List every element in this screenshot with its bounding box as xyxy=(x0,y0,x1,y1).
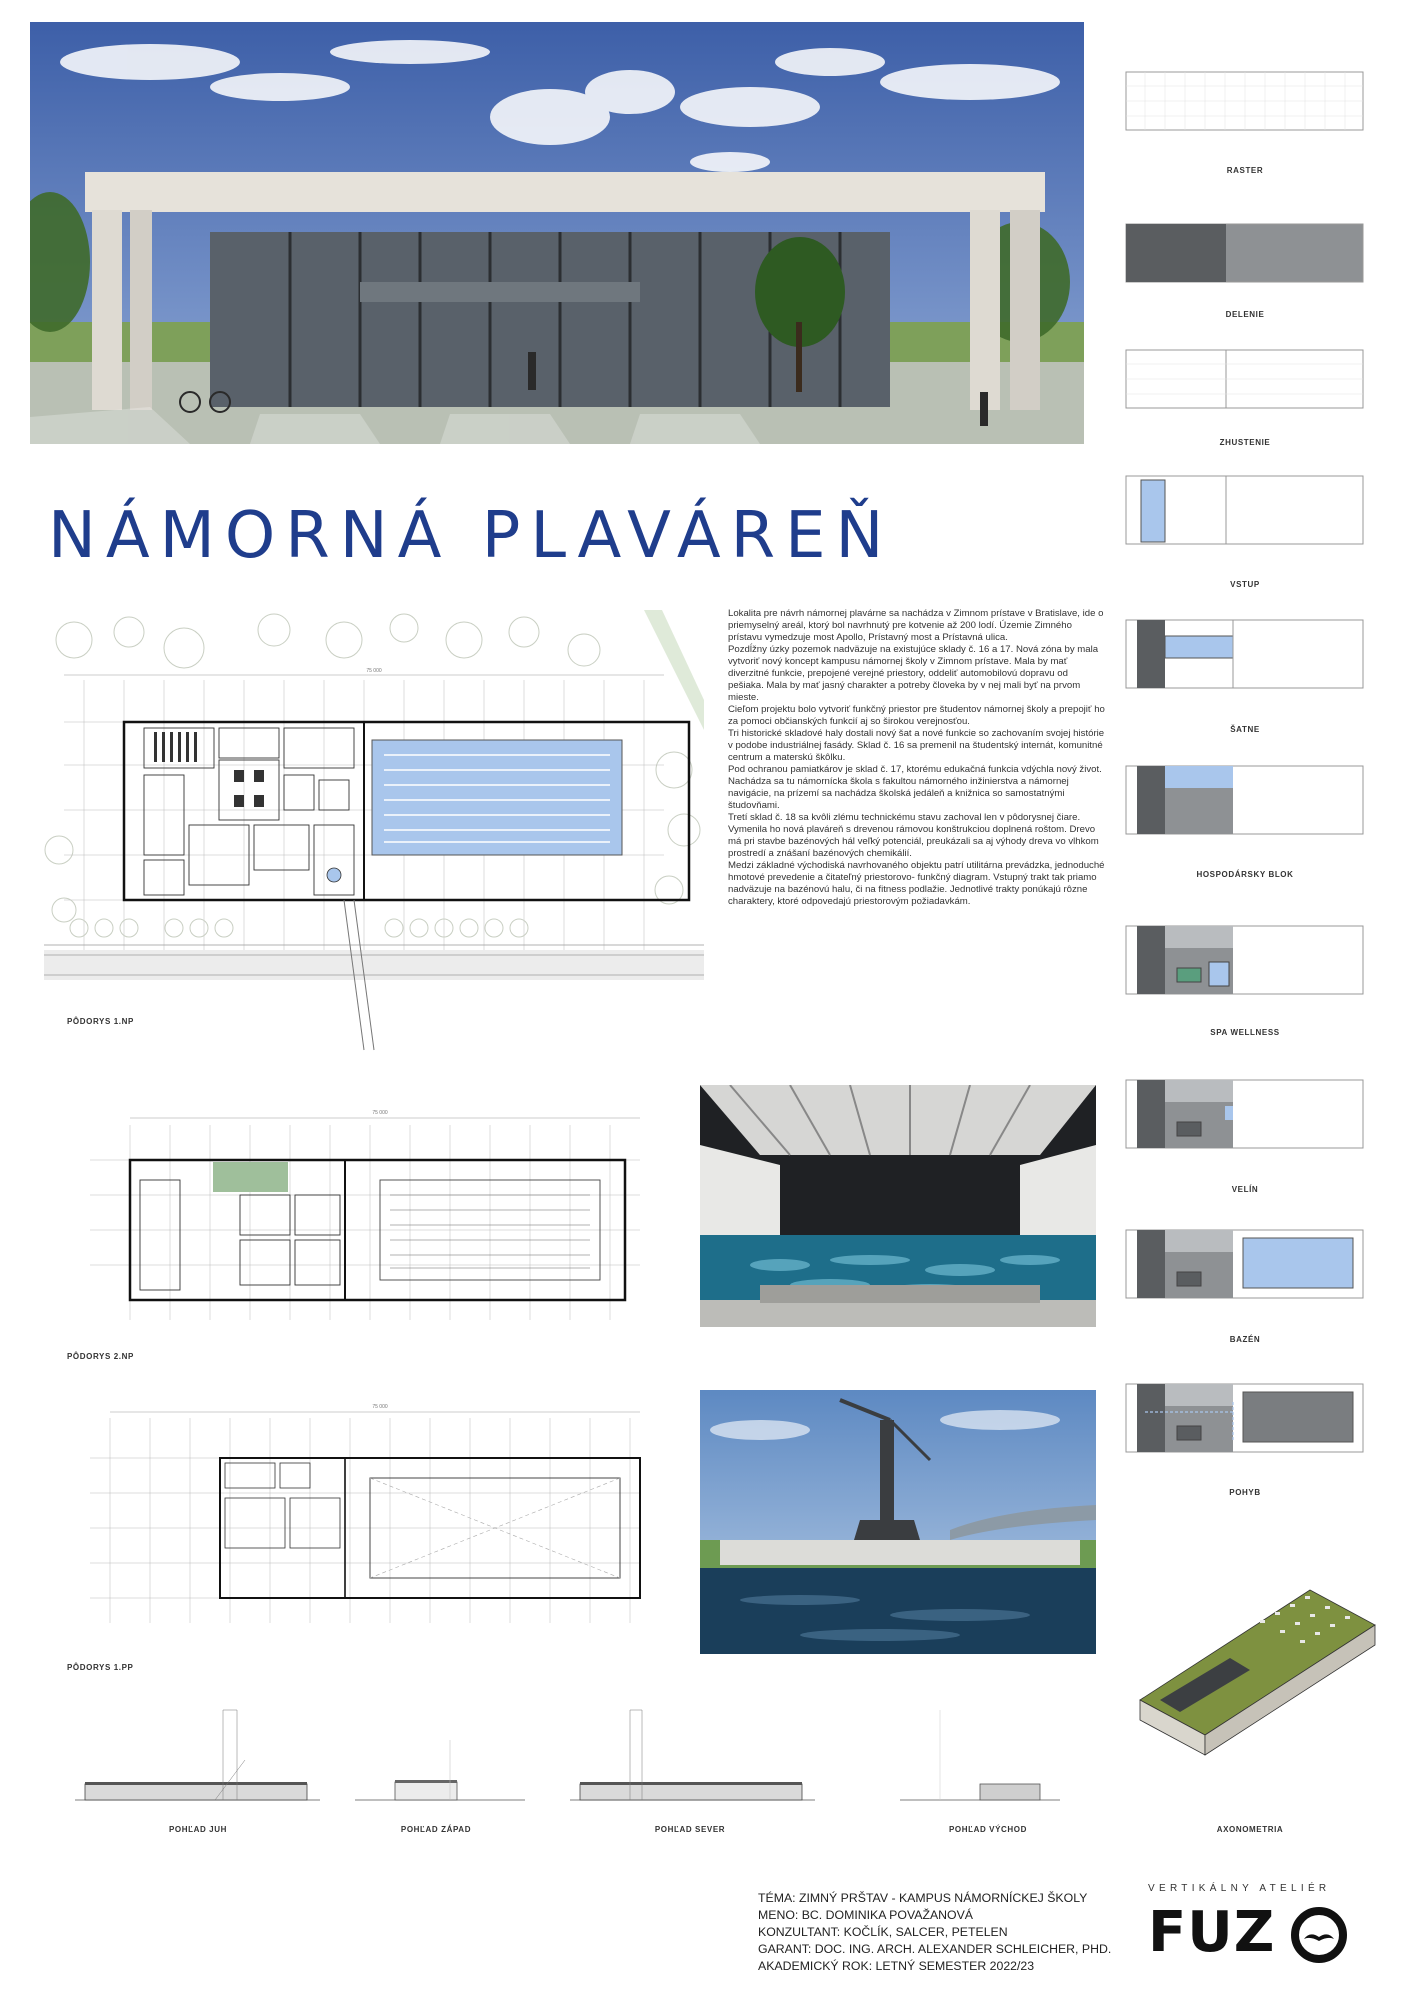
credit-konzultant: KONZULTANT: KOČLÍK, SALCER, PETELEN xyxy=(758,1925,1008,1939)
diagram-raster-label: RASTER xyxy=(1226,166,1264,175)
diagram-zhustenie-label: ZHUSTENIE xyxy=(1219,438,1271,447)
elevation-zapad-label: POHĽAD ZÁPAD xyxy=(400,1825,472,1834)
diagram-zhustenie xyxy=(1125,348,1365,412)
credits-block xyxy=(758,1890,1138,1975)
elevation-sever xyxy=(570,1700,815,1810)
credit-garant: GARANT: DOC. ING. ARCH. ALEXANDER SCHLEICHER, PHD. xyxy=(758,1942,1112,1956)
diagram-hospodarsky-blok xyxy=(1125,764,1365,838)
credit-tema: TÉMA: ZIMNÝ PRŠTAV - KAMPUS NÁMORNÍCKEJ ŠKOLY xyxy=(758,1891,1088,1905)
diagram-velin xyxy=(1125,1078,1365,1152)
brand-tagline: VERTIKÁLNY ATELIÉR xyxy=(1148,1883,1331,1894)
diagram-spa-wellness-label: SPA WELLNESS xyxy=(1210,1028,1280,1037)
credit-rok: AKADEMICKÝ ROK: LETNÝ SEMESTER 2022/23 xyxy=(758,1959,1035,1973)
elevation-sever-label: POHĽAD SEVER xyxy=(654,1825,726,1834)
project-description xyxy=(728,608,1106,908)
hero-rendering xyxy=(30,22,1084,444)
elevation-juh-label: POHĽAD JUH xyxy=(168,1825,227,1834)
description-paragraph: Pozdĺžny úzky pozemok nadväzuje na existujúce sklady č. 16 a 17. Nová zóna by mala vytvoriť nový koncept kampusu námornej školy v Zimnom prístave. Mala by mať diverzitné funkcie, prepojené verejné priestory, oddeliť automobilovú dopravu od pešiaka. Mala by mať jasný charakter a potreby človeka by v nej mali byť na prvom mieste. xyxy=(728,644,1099,703)
diagram-velin-label: VELÍN xyxy=(1231,1185,1259,1194)
plan-1pp-caption: PÔDORYS 1.PP xyxy=(67,1663,134,1672)
description-paragraph: Medzi základné východiská navrhovaného objektu patrí utilitárna prevádzka, jednoduché hmotové prevedenie a čitateľný priestorovo- funkčný diagram. Vstupný trakt tak priamo nadväzuje na bazénovú halu, či na fitness podlažie. Jednotlivé trakty ponúkajú rôzne charaktery, ktoré odpovedajú priestorovým požiadavkám. xyxy=(728,860,1105,907)
diagram-bazen xyxy=(1125,1228,1365,1302)
floor-plan-1pp xyxy=(80,1398,660,1638)
brand-logo-text: FUZ xyxy=(1148,1900,1276,1965)
axonometry xyxy=(1130,1580,1380,1770)
diagram-vstup xyxy=(1125,474,1365,548)
page-title: NÁMORNÁ PLAVÁREŇ xyxy=(48,499,894,573)
description-paragraph: Tretí sklad č. 18 sa kvôli zlému technickému stavu zachoval len v pôdorysnej čiare. Vymenila ho nová plaváreň s drevenou rámovou konštrukciou doplnená roštom. Drevo má pri stavbe bazénových hál veľký potenciál, preukázali sa aj výhody dreva vo vlhkom prostredí a znášaní bazénových chemikálií. xyxy=(728,812,1099,859)
diagram-hospodarsky-blok-label: HOSPODÁRSKY BLOK xyxy=(1196,870,1294,879)
diagram-satne-label: ŠATNE xyxy=(1230,725,1260,734)
diagram-bazen-label: BAZÉN xyxy=(1229,1335,1261,1344)
elevation-vychod-label: POHĽAD VÝCHOD xyxy=(948,1825,1028,1834)
dimension-total: 75 000 xyxy=(366,668,382,674)
dimension-total: 75 000 xyxy=(372,1110,388,1116)
credit-meno: MENO: BC. DOMINIKA POVAŽANOVÁ xyxy=(758,1908,974,1922)
diagram-delenie-label: DELENIE xyxy=(1225,310,1265,319)
dimension-total: 75 000 xyxy=(372,1404,388,1410)
description-paragraph: Tri historické skladové haly dostali nový šat a nové funkcie so zachovaním svojej histórie v podobe industriálnej fasády. Sklad č. 16 sa premenil na študentský internát, komunitné centrum a materskú škôlku. xyxy=(728,728,1105,763)
diagram-vstup-label: VSTUP xyxy=(1230,580,1260,589)
diagram-raster xyxy=(1125,70,1365,134)
floor-plan-2np xyxy=(80,1100,660,1350)
diagram-spa-wellness xyxy=(1125,924,1365,998)
diagram-pohyb-label: POHYB xyxy=(1229,1488,1261,1497)
diagrams-column xyxy=(1125,70,1375,1510)
description-paragraph: Pod ochranou pamiatkárov je sklad č. 17, ktorému edukačná funkcia vdýchla nový život. Nachádza sa tu námornícka škola s fakultou námorného inžinierstva a námornej navigácie, na prízemí sa nachádza školská jedáleň a knižnica so samostatnými študovňami. xyxy=(728,764,1102,811)
plan-1np-caption: PÔDORYS 1.NP xyxy=(67,1017,134,1026)
diagram-delenie xyxy=(1125,222,1365,286)
diagram-satne xyxy=(1125,618,1365,692)
elevation-zapad xyxy=(355,1700,525,1810)
axonometry-label: AXONOMETRIA xyxy=(1216,1825,1284,1834)
elevation-juh xyxy=(75,1700,320,1810)
elevation-vychod xyxy=(900,1700,1060,1810)
pool-interior-rendering xyxy=(700,1085,1096,1327)
waterfront-crane-rendering xyxy=(700,1390,1096,1654)
floor-plan-1np xyxy=(44,610,704,1070)
description-paragraph: Lokalita pre návrh námornej plavárne sa nachádza v Zimnom prístave v Bratislave, ide o priemyselný areál, ktorý bol navrhnutý pre kotvenie až 200 lodí. Územie Zimného prístavu vymedzuje most Apollo, Prístavný most a Prístavná ulica. xyxy=(728,608,1104,643)
diagram-pohyb xyxy=(1125,1382,1365,1456)
plan-2np-caption: PÔDORYS 2.NP xyxy=(67,1352,134,1361)
mustache-logo-icon xyxy=(1290,1906,1348,1964)
description-paragraph: Cieľom projektu bolo vytvoriť funkčný priestor pre študentov námornej školy a prepojiť ho za pomoci občianských funkcií aj so širokou verejnosťou. xyxy=(728,704,1105,727)
